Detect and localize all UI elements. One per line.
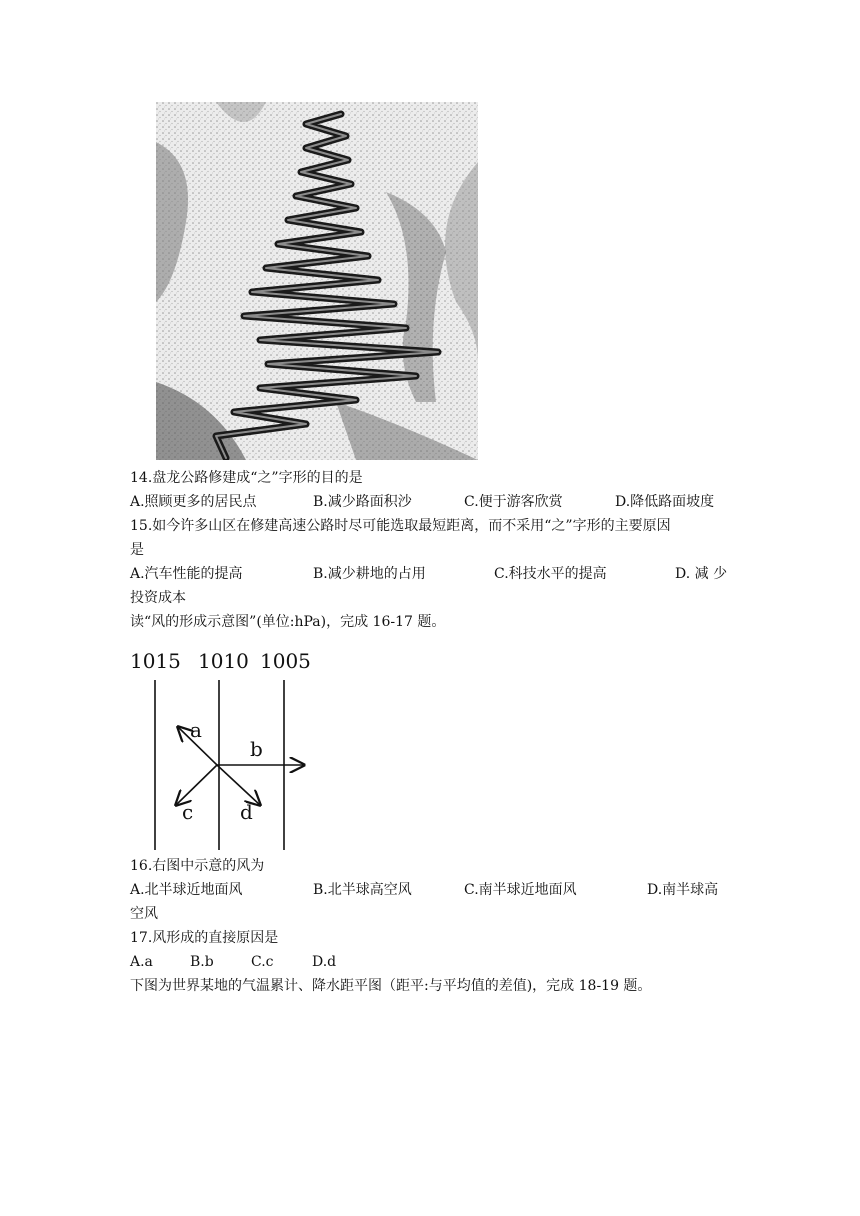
q17-option-c[interactable]: C.c: [251, 954, 274, 970]
q15-option-d[interactable]: D. 减 少: [675, 566, 728, 582]
q17-option-a[interactable]: A.a: [130, 954, 153, 970]
arrow-c: [176, 765, 217, 805]
q15-options: [130, 564, 730, 584]
q14-stem: 14.盘龙公路修建成“之”字形的目的是: [130, 470, 363, 486]
q16-option-d-continued: 空风: [130, 906, 158, 922]
serpentine-road-photo: [156, 102, 478, 460]
intro-18-19: 下图为世界某地的气温累计、降水距平图（距平:与平均值的差值)，完成 18-19 题。: [130, 978, 652, 994]
q15-option-c[interactable]: C.科技水平的提高: [494, 566, 607, 582]
q17-stem: 17.风形成的直接原因是: [130, 930, 279, 946]
arrow-d: [217, 765, 260, 805]
arrow-label-d: d: [240, 800, 253, 824]
q16-option-c[interactable]: C.南半球近地面风: [464, 882, 577, 898]
q16-option-d[interactable]: D.南半球高: [647, 882, 719, 898]
q15-option-d-continued: 投资成本: [130, 590, 186, 606]
isobar-label-1005: 1005: [260, 649, 311, 673]
q15-stem-line1: 15.如今许多山区在修建高速公路时尽可能选取最短距离，而不采用“之”字形的主要原因: [130, 518, 671, 534]
q15-option-b[interactable]: B.减少耕地的占用: [313, 566, 426, 582]
q17-option-b[interactable]: B.b: [190, 954, 214, 970]
q16-option-b[interactable]: B.北半球高空风: [313, 882, 412, 898]
q16-options: [130, 880, 730, 900]
q14-option-c[interactable]: C.便于游客欣赏: [464, 494, 563, 510]
arrow-label-c: c: [182, 800, 194, 824]
intro-16-17: 读“风的形成示意图”(单位:hPa)，完成 16-17 题。: [130, 614, 446, 630]
wind-formation-diagram: [128, 642, 318, 852]
q17-option-d[interactable]: D.d: [312, 954, 337, 970]
q14-option-d[interactable]: D.降低路面坡度: [615, 494, 715, 510]
q16-option-a[interactable]: A.北半球近地面风: [130, 882, 243, 898]
arrow-label-a: a: [190, 718, 202, 742]
q14-option-b[interactable]: B.减少路面积沙: [313, 494, 412, 510]
q15-option-a[interactable]: A.汽车性能的提高: [130, 566, 243, 582]
isobar-label-1010: 1010: [198, 649, 249, 673]
q14-option-a[interactable]: A.照顾更多的居民点: [130, 494, 257, 510]
q16-stem: 16.右图中示意的风为: [130, 858, 265, 874]
q17-options: [130, 952, 730, 972]
arrow-label-b: b: [250, 737, 263, 761]
q15-stem-line2: 是: [130, 542, 144, 558]
isobar-label-1015: 1015: [130, 649, 181, 673]
q14-options: [130, 492, 730, 512]
